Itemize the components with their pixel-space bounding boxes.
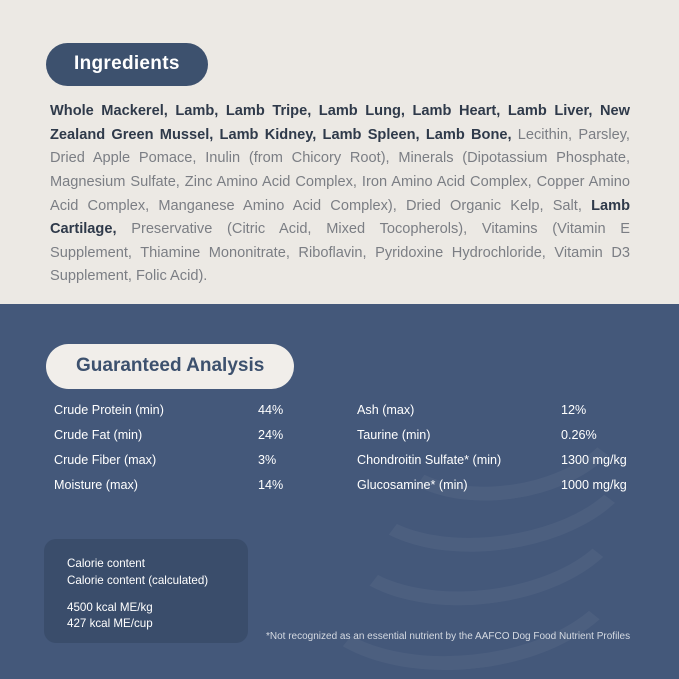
analysis-value: 0.26% bbox=[561, 428, 597, 442]
table-row bbox=[357, 478, 657, 503]
calorie-value-per-kg: 4500 kcal ME/kg bbox=[67, 600, 153, 614]
analysis-label: Ash (max) bbox=[357, 403, 415, 417]
analysis-value: 12% bbox=[561, 403, 587, 417]
analysis-label: Crude Fat (min) bbox=[54, 428, 143, 442]
ingredients-text bbox=[50, 100, 630, 289]
table-row bbox=[54, 453, 354, 478]
table-row bbox=[357, 453, 657, 478]
ingredients-heading-pill: Ingredients bbox=[46, 43, 208, 86]
ingredients-bold-lead: Whole Mackerel, Lamb, Lamb Tripe, Lamb Lung, Lamb Heart, Lamb Liver, New Zealand Green Mussel, Lamb Kidney, Lamb Spleen, Lamb Bone, bbox=[50, 103, 630, 143]
table-row bbox=[357, 428, 657, 453]
ingredients-text-part-1: Lecithin, Parsley, Dried Apple Pomace, Inulin (from Chicory Root), Minerals (Dipotassium Phosphate, Magnesium Sulfate, Zinc Amino Acid Complex, Iron Amino Acid Complex, Copper Amino Acid Complex, Manganese Amino Acid Complex), Dried Organic Kelp, Salt, bbox=[50, 126, 630, 214]
analysis-value: 1300 mg/kg bbox=[561, 453, 627, 467]
analysis-label: Moisture (max) bbox=[54, 478, 138, 492]
calorie-content-label-2: Calorie content (calculated) bbox=[67, 573, 209, 587]
guaranteed-analysis-section bbox=[0, 304, 679, 679]
table-row bbox=[54, 428, 354, 453]
calorie-value-per-cup: 427 kcal ME/cup bbox=[67, 617, 153, 631]
analysis-column-right bbox=[357, 403, 657, 503]
analysis-label: Crude Fiber (max) bbox=[54, 453, 157, 467]
spacer bbox=[67, 590, 248, 600]
analysis-value: 14% bbox=[258, 478, 284, 492]
analysis-value: 1000 mg/kg bbox=[561, 478, 627, 492]
analysis-label: Crude Protein (min) bbox=[54, 403, 164, 417]
table-row bbox=[54, 403, 354, 428]
analysis-label: Taurine (min) bbox=[357, 428, 431, 442]
guaranteed-analysis-heading-pill: Guaranteed Analysis bbox=[46, 344, 294, 389]
analysis-column-left bbox=[54, 403, 354, 503]
calorie-content-label-1: Calorie content bbox=[67, 557, 145, 570]
calorie-content-box bbox=[44, 539, 248, 643]
analysis-value: 24% bbox=[258, 428, 284, 442]
analysis-value: 44% bbox=[258, 403, 284, 417]
ingredients-bold-mid: Lamb Cartilage, bbox=[50, 197, 630, 238]
table-row bbox=[357, 403, 657, 428]
ingredients-text-part-2: Preservative (Citric Acid, Mixed Tocopherols), Vitamins (Vitamin E Supplement, Thiamine Mononitrate, Riboflavin, Pyridoxine Hydrochloride, Vitamin D3 Supplement, Folic Acid). bbox=[50, 221, 630, 285]
analysis-label: Glucosamine* (min) bbox=[357, 478, 468, 492]
table-row bbox=[54, 478, 354, 503]
footnote-text: *Not recognized as an essential nutrient by the AAFCO Dog Food Nutrient Profiles bbox=[266, 631, 631, 642]
ingredients-section bbox=[0, 0, 679, 304]
analysis-label: Chondroitin Sulfate* (min) bbox=[357, 453, 502, 467]
analysis-value: 3% bbox=[258, 453, 277, 467]
